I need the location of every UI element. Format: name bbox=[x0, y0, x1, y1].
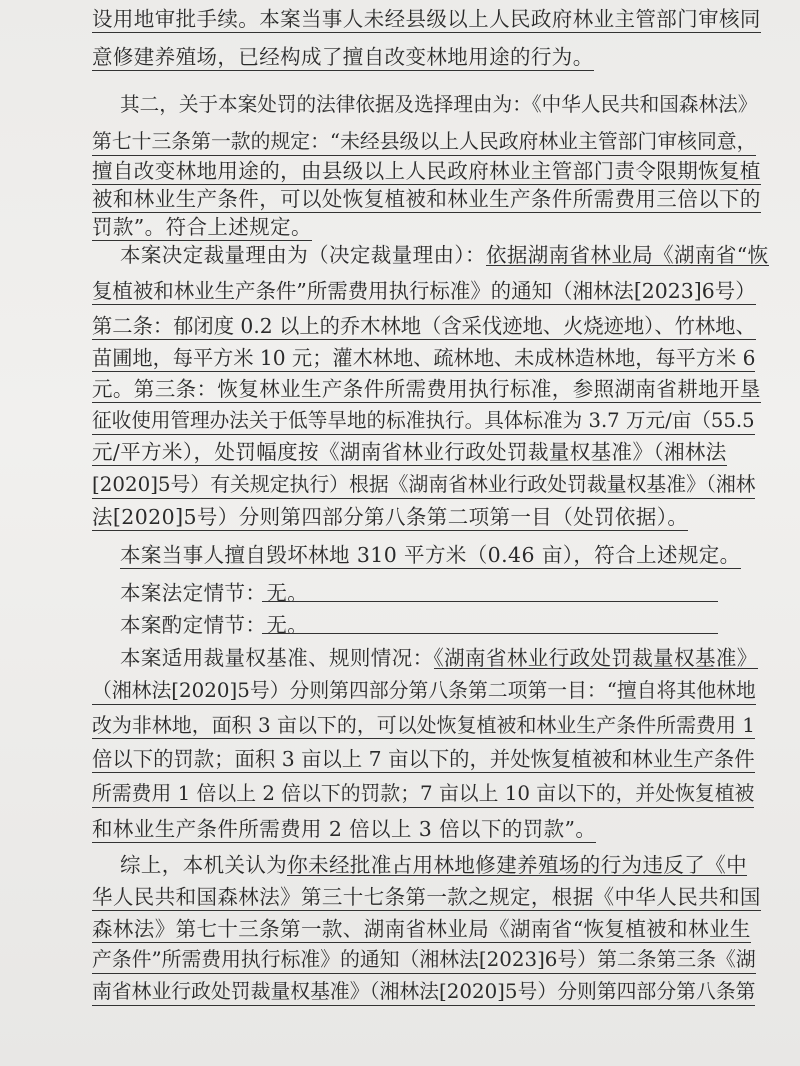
text-line: 苗圃地，每平方米 10 元；灌木林地、疏林地、未成林造林地，每平方米 6 bbox=[92, 343, 755, 373]
field-value: 无。 bbox=[266, 613, 309, 637]
text-line bbox=[120, 643, 758, 673]
text-line: 擅自改变林地用途的，由县级以上人民政府林业主管部门责令限期恢复植 bbox=[92, 156, 761, 186]
text-line: 意修建养殖场，已经构成了擅自改变林地用途的行为。 bbox=[92, 42, 594, 72]
text-line: [2020]5号）有关规定执行）根据《湖南省林业行政处罚裁量权基准》（湘林 bbox=[92, 470, 755, 500]
text-line: 所需费用 1 倍以上 2 倍以下的罚款；7 亩以上 10 亩以下的，并处恢复植被 bbox=[92, 779, 754, 809]
text-line: 改为非林地，面积 3 亩以下的，可以处恢复植被和林业生产条件所需费用 1 bbox=[92, 710, 755, 740]
blank-line bbox=[262, 633, 718, 634]
field-label: 本案酌定情节： bbox=[120, 613, 267, 637]
text-line: 法[2020]5号）分则第四部分第八条第二项第一目（处罚依据）。 bbox=[92, 502, 688, 532]
text-line: 南省林业行政处罚裁量权基准》（湘林法[2020]5号）分则第四部分第八条第 bbox=[92, 977, 755, 1007]
field-value: 无。 bbox=[266, 581, 309, 605]
text-line: 元/平方米），处罚幅度按《湖南省林业行政处罚裁量权基准》（湘林法 bbox=[92, 437, 727, 467]
paragraph-label: 本案决定裁量理由为（决定裁量理由）： bbox=[120, 243, 486, 267]
text-line: 和林业生产条件所需费用 2 倍以上 3 倍以下的罚款”。 bbox=[92, 814, 596, 844]
blank-line bbox=[262, 601, 718, 602]
text-line: 第七十三条第一款的规定：“未经县级以上人民政府林业主管部门审核同意， bbox=[92, 127, 756, 157]
paragraph-text: 依据湖南省林业局《湖南省“恢 bbox=[485, 243, 769, 267]
text-line: 征收使用管理办法关于低等旱地的标准执行。具体标准为 3.7 万元/亩（55.5 bbox=[92, 406, 755, 436]
text-line: 罚款”。符合上述规定。 bbox=[92, 212, 312, 242]
text-line bbox=[120, 610, 308, 640]
paragraph-text: 其二，关于本案处罚的法律依据及选择理由为：《中华人民共和国森林法》 bbox=[120, 93, 758, 116]
text-line: 本案当事人擅自毁坏林地 310 平方米（0.46 亩），符合上述规定。 bbox=[120, 540, 741, 570]
text-line: （湘林法[2020]5号）分则第四部分第八条第二项第一目：“擅自将其他林地 bbox=[92, 676, 756, 706]
paragraph-label: 综上，本机关认为 bbox=[120, 853, 288, 877]
text-line: 倍以下的罚款；面积 3 亩以上 7 亩以下的，并处恢复植被和林业生产条件 bbox=[92, 744, 755, 774]
text-line bbox=[120, 90, 757, 120]
text-line: 第二条：郁闭度 0.2 以上的乔木林地（含采伐迹地、火烧迹地）、竹林地、 bbox=[92, 311, 756, 341]
text-line: 元。第三条：恢复林业生产条件所需费用执行标准，参照湖南省耕地开垦 bbox=[92, 374, 761, 404]
paragraph-text: 你未经批准占用林地修建养殖场的行为违反了《中 bbox=[287, 853, 748, 877]
text-line: 被和林业生产条件，可以处恢复植被和林业生产条件所需费用三倍以下的 bbox=[92, 184, 761, 214]
text-line: 华人民共和国森林法》第三十七条第一款之规定，根据《中华人民共和国 bbox=[92, 882, 761, 912]
text-line bbox=[120, 578, 308, 608]
text-line bbox=[120, 850, 747, 880]
text-line: 产条件”所需费用执行标准》的通知（湘林法[2023]6号）第二条第三条《湖 bbox=[92, 945, 756, 975]
text-line bbox=[120, 240, 769, 270]
text-line: 设用地审批手续。本案当事人未经县级以上人民政府林业主管部门审核同 bbox=[92, 4, 761, 34]
text-line: 森林法》第七十三条第一款、湖南省林业局《湖南省“恢复植被和林业生 bbox=[92, 914, 751, 944]
text-line: 复植被和林业生产条件”所需费用执行标准》的通知（湘林法[2023]6号） bbox=[92, 276, 756, 306]
paragraph-label: 本案适用裁量权基准、规则情况： bbox=[120, 646, 434, 670]
paragraph-text: 《湖南省林业行政处罚裁量权基准》 bbox=[433, 646, 758, 670]
field-label: 本案法定情节： bbox=[120, 581, 267, 605]
